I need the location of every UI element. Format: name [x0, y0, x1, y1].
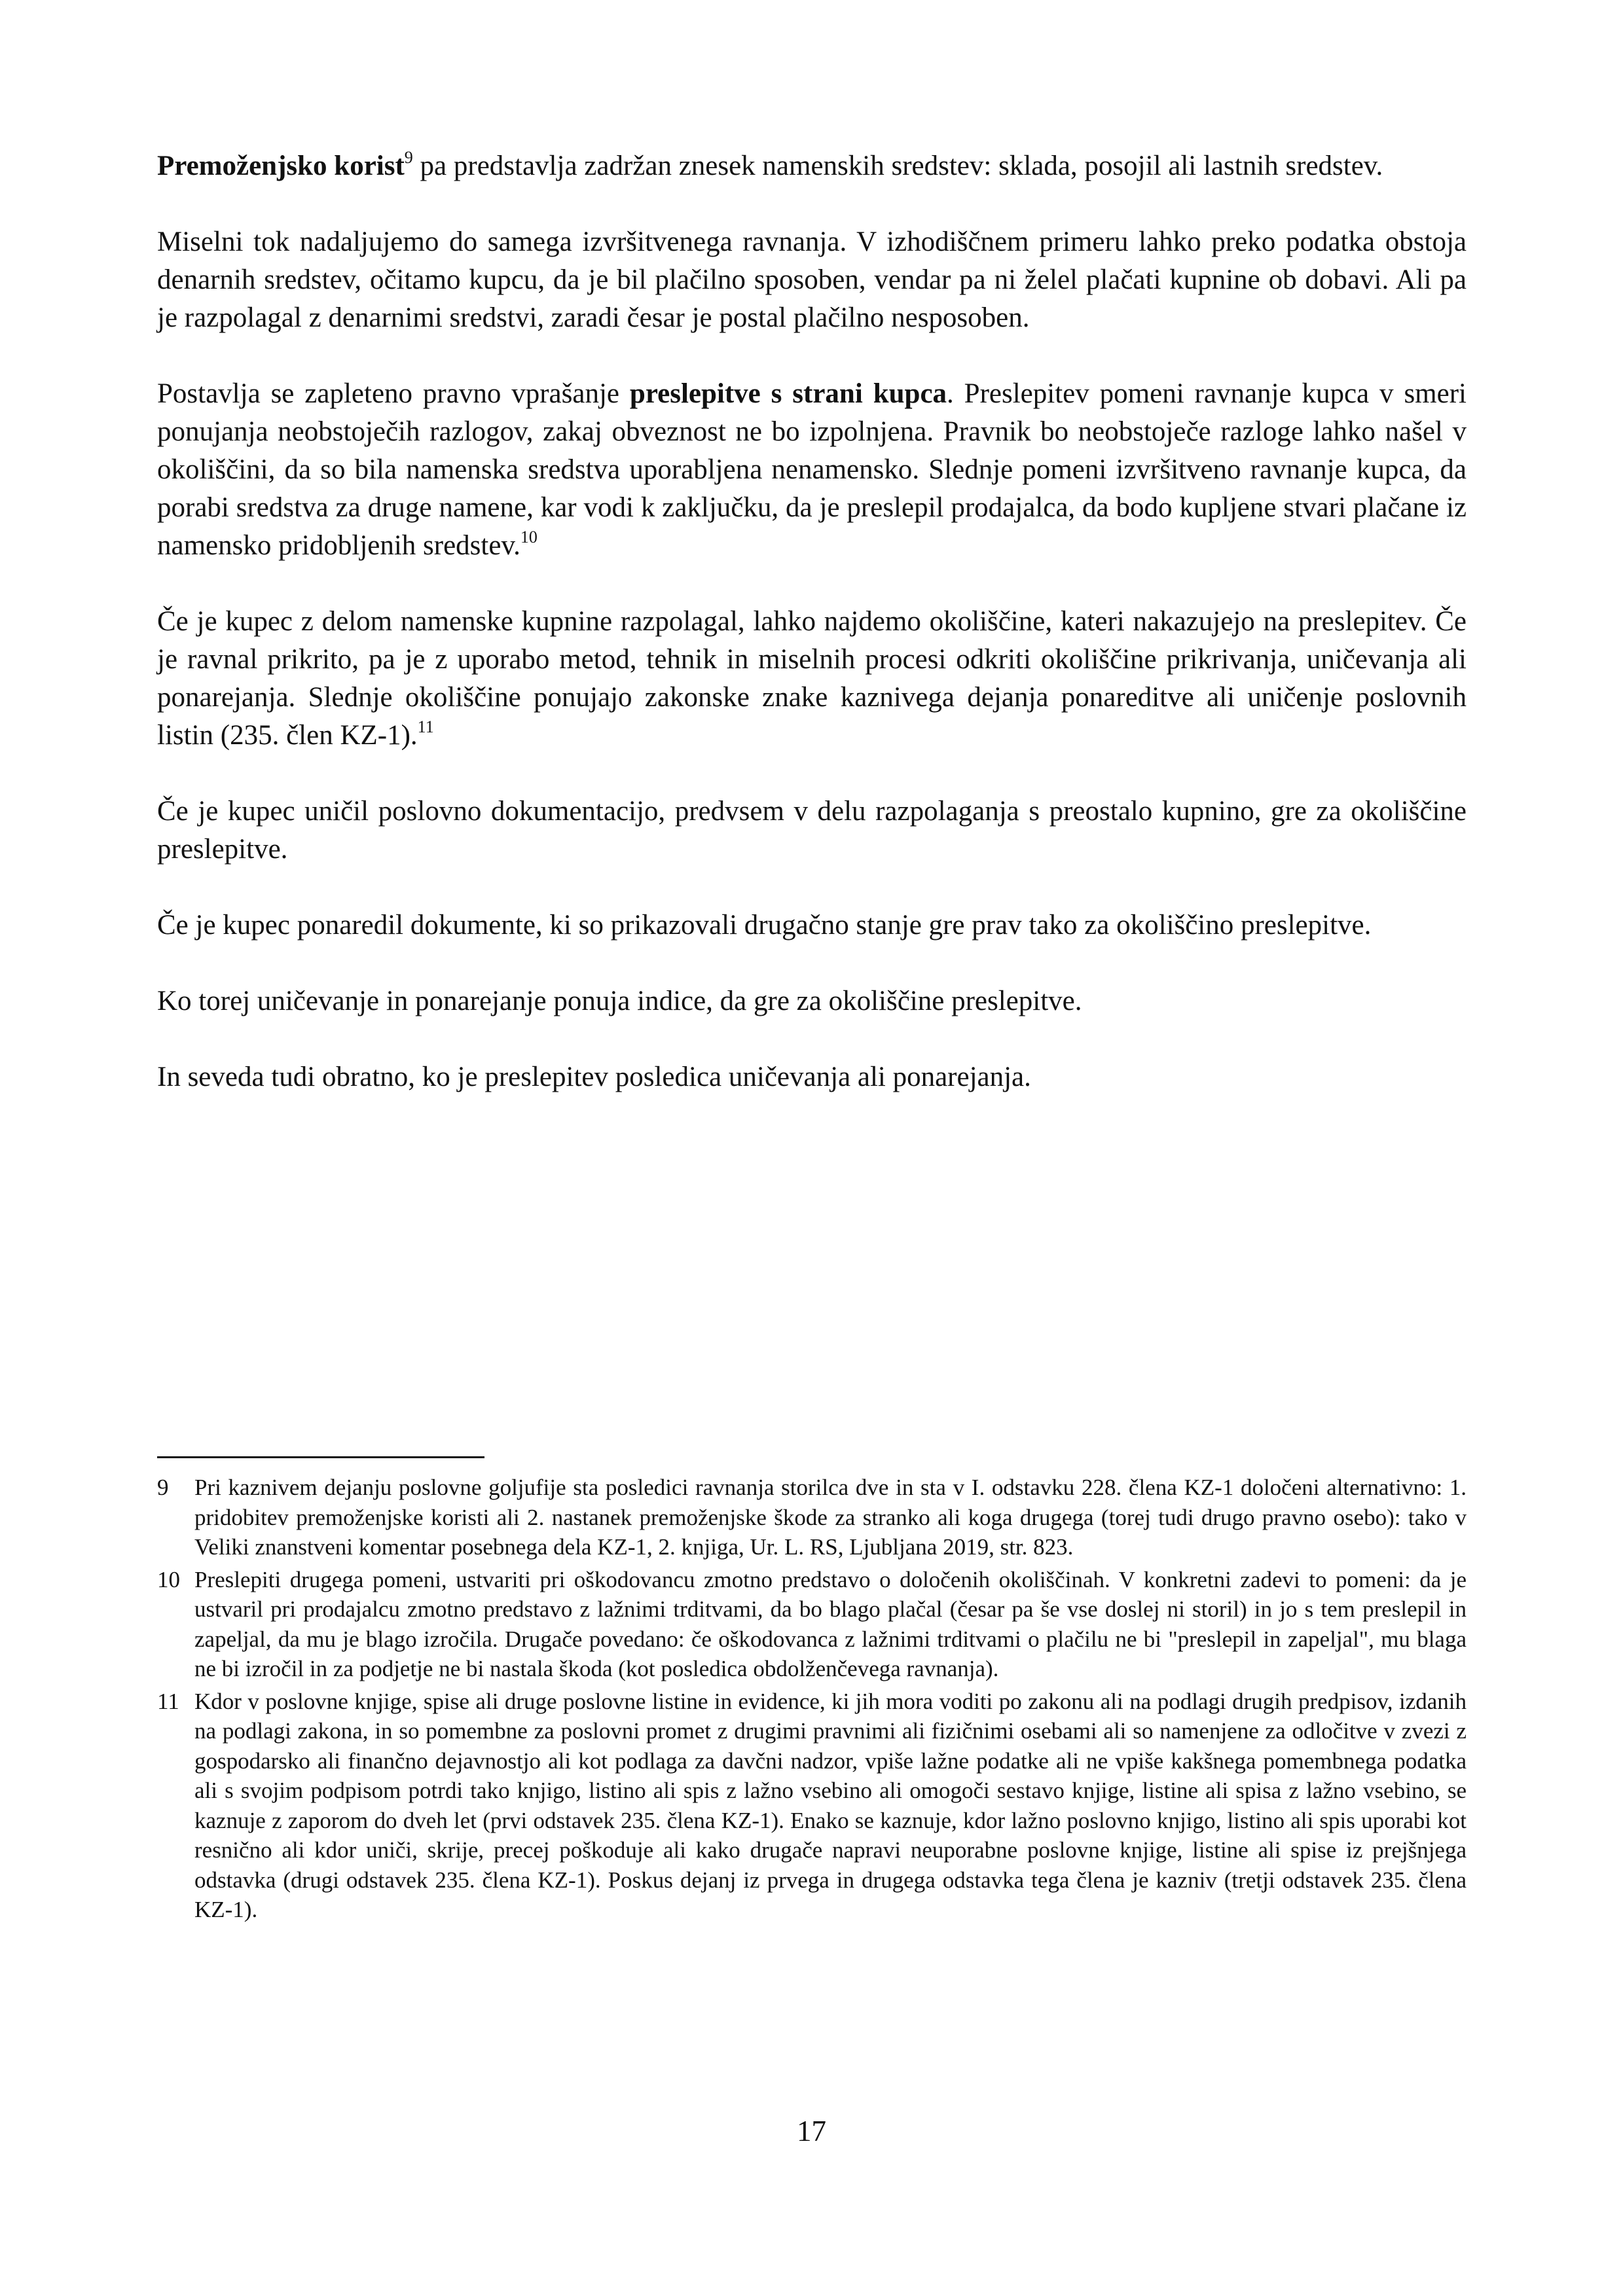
paragraph-4 — [157, 603, 1467, 755]
footnote-ref-10[interactable]: 10 — [520, 528, 538, 547]
footnotes — [157, 1473, 1467, 1928]
footnote-10 — [157, 1565, 1467, 1684]
paragraph-text: Postavlja se zapleteno pravno vprašanje — [157, 378, 630, 409]
footnote-number: 11 — [157, 1688, 179, 1714]
paragraph-2 — [157, 223, 1467, 337]
paragraph-7 — [157, 982, 1467, 1020]
page-number: 17 — [797, 2115, 826, 2147]
footnote-text: Preslepiti drugega pomeni, ustvariti pri oškodovancu zmotno predstavo o določenih okoliščinah. V konkretni zadevi to pomeni: da je ustvaril pri prodajalcu zmotno predstavo z lažnimi trditvami, da bo blago plačal (česar pa še vse doslej ni storil) in jo s tem preslepil in zapeljal, da mu je blago izročila. Drugače povedano: če oškodovanca z lažnimi trditvami o plačilu ne bi "preslepil in zapeljal", mu blaga ne bi izročil in za podjetje ne bi nastala škoda (kot posledica obdolženčevega ravnanja). — [194, 1566, 1467, 1681]
paragraph-text: . Preslepitev pomeni ravnanje kupca v smeri ponujanja neobstoječih razlogov, zakaj obveznost ne bo izpolnjena. Pravnik bo neobstoječe razloge lahko našel v okoliščini, da so bila namenska sredstva uporabljena nenamensko. Slednje pomeni izvršitveno ravnanje kupca, da porabi sredstva za druge namene, kar vodi k zaključku, da je preslepil prodajalca, da bodo kupljene stvari plačane iz namensko pridobljenih sredstev. — [157, 378, 1467, 561]
footnote-number: 10 — [157, 1566, 180, 1592]
document-body — [157, 147, 1467, 1134]
paragraph-text: Ko torej uničevanje in ponarejanje ponuja indice, da gre za okoliščine preslepitve. — [157, 986, 1082, 1016]
footnote-text: Kdor v poslovne knjige, spise ali druge poslovne listine in evidence, ki jih mora voditi po zakonu ali na podlagi drugih predpisov, izdanih na podlagi zakona, in so pomembne za poslovni promet z drugimi pravnimi ali fizičnimi osebami ali so namenjene za odločitve v zvezi z gospodarsko ali finančno dejavnostjo ali kot podlaga za davčni nadzor, vpiše lažne podatke ali ne vpiše kakšnega pomembnega podatka ali s svojim podpisom potrdi tako knjigo, listino ali spis z lažno vsebino ali omogoči sestavo knjige, listine ali spisa z lažno vsebino, se kaznuje z zaporom do dveh let (prvi odstavek 235. člena KZ-1). Enako se kaznuje, kdor lažno poslovno knjigo, listino ali spis uporabi kot resnično ali kdor uniči, skrije, precej poškoduje ali kako drugače napravi neuporabne poslovne knjige, listine ali spise iz prejšnjega odstavka (drugi odstavek 235. člena KZ-1). Poskus dejanj iz prvega in drugega odstavka tega člena je kazniv (tretji odstavek 235. člena KZ-1). — [194, 1688, 1467, 1922]
paragraph-5 — [157, 793, 1467, 869]
footnote-ref-11[interactable]: 11 — [417, 717, 434, 736]
footnote-number: 9 — [157, 1475, 169, 1500]
paragraph-text: In seveda tudi obratno, ko je preslepitev posledica uničevanja ali ponarejanja. — [157, 1062, 1031, 1092]
bold-term: Premoženjsko korist — [157, 151, 405, 181]
footnote-11 — [157, 1687, 1467, 1925]
paragraph-1 — [157, 147, 1467, 185]
footnote-9 — [157, 1473, 1467, 1562]
paragraph-text: pa predstavlja zadržan znesek namenskih sredstev: sklada, posojil ali lastnih sredstev. — [412, 151, 1383, 181]
paragraph-6 — [157, 906, 1467, 944]
footnote-separator — [157, 1456, 484, 1458]
paragraph-8 — [157, 1058, 1467, 1096]
paragraph-3 — [157, 375, 1467, 565]
footnote-ref-9[interactable]: 9 — [404, 148, 413, 167]
paragraph-text: Če je kupec uničil poslovno dokumentacijo, predvsem v delu razpolaganja s preostalo kupnino, gre za okoliščine preslepitve. — [157, 796, 1467, 865]
paragraph-text: Če je kupec z delom namenske kupnine razpolagal, lahko najdemo okoliščine, kateri nakazujejo na preslepitev. Če je ravnal prikrito, pa je z uporabo metod, tehnik in miselnih procesi odkriti okoliščine prikrivanja, uničevanja ali ponarejanja. Slednje okoliščine ponujajo zakonske znake kaznivega dejanja ponareditve ali uničenje poslovnih listin (235. člen KZ-1). — [157, 606, 1467, 751]
bold-term: preslepitve s strani kupca — [629, 378, 947, 409]
paragraph-text: Miselni tok nadaljujemo do samega izvršitvenega ravnanja. V izhodiščnem primeru lahko preko podatka obstoja denarnih sredstev, očitamo kupcu, da je bil plačilno sposoben, vendar pa ni želel plačati kupnine ob dobavi. Ali pa je razpolagal z denarnimi sredstvi, zaradi česar je postal plačilno nesposoben. — [157, 226, 1467, 333]
paragraph-text: Če je kupec ponaredil dokumente, ki so prikazovali drugačno stanje gre prav tako za okoliščino preslepitve. — [157, 910, 1372, 941]
footnote-text: Pri kaznivem dejanju poslovne goljufije sta posledici ravnanja storilca dve in sta v I. odstavku 228. člena KZ-1 določeni alternativno: 1. pridobitev premoženjske koristi ali 2. nastanek premoženjske škode za stranko ali koga drugega (torej tudi drugo pravno osebo): tako v Veliki znanstveni komentar posebnega dela KZ-1, 2. knjiga, Ur. L. RS, Ljubljana 2019, str. 823. — [194, 1475, 1467, 1560]
